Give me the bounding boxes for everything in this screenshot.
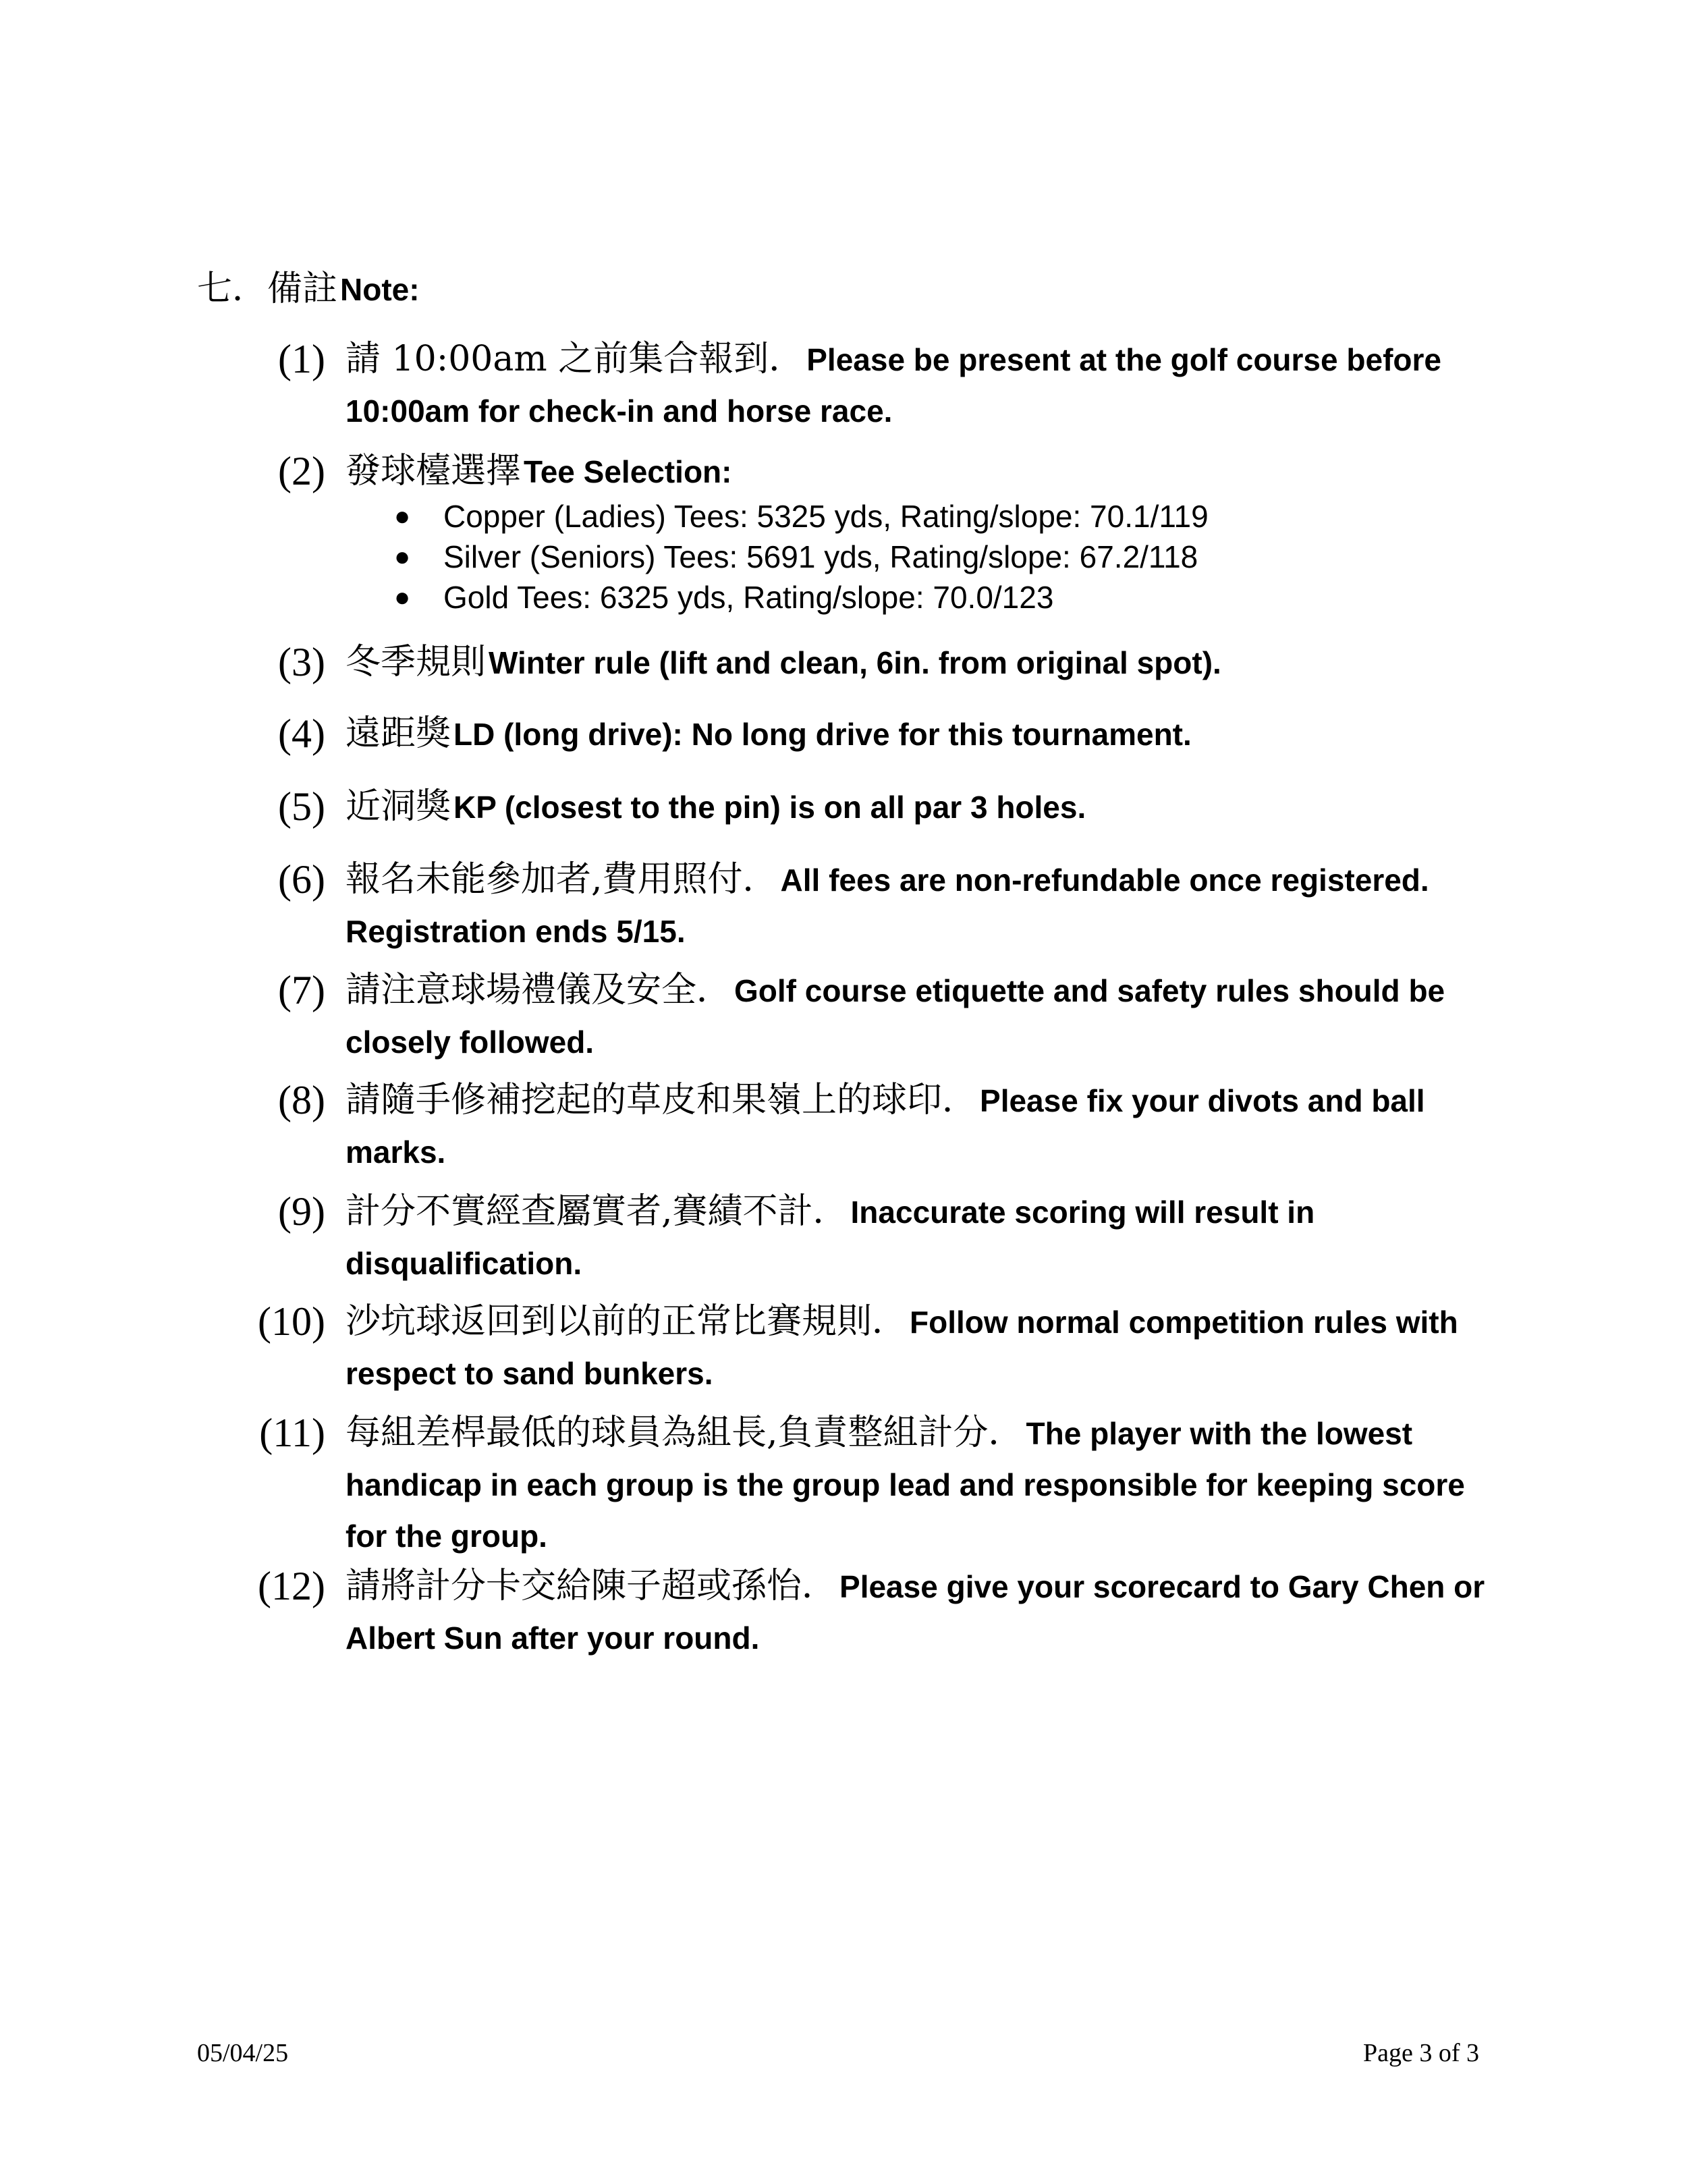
note-text-en: Winter rule (lift and clean, 6in. from original spot).: [489, 645, 1221, 680]
note-number: (2): [278, 449, 325, 493]
note-text: [345, 1190, 1506, 1293]
note-text-en: Please fix your divots and ball marks.: [345, 1083, 1425, 1170]
section-heading: [197, 260, 420, 310]
note-text-en: KP (closest to the pin) is on all par 3 holes.: [453, 790, 1086, 825]
note-text: [345, 785, 1506, 837]
tee-option: [345, 537, 1209, 577]
note-text-cjk: 報名未能參加者,費用照付．: [345, 859, 778, 900]
tee-selection-list: [345, 496, 1209, 618]
note-text-en: Please be present at the golf course before 10:00am for check-in and horse race.: [345, 342, 1441, 429]
note-text-cjk: 每組差桿最低的球員為組長,負責整組計分．: [345, 1413, 1024, 1453]
note-text-cjk: 計分不實經查屬實者,賽績不計．: [345, 1191, 848, 1232]
note-text: [345, 712, 1506, 764]
note-text: [345, 449, 1506, 501]
note-text: [345, 640, 1506, 692]
note-number: (3): [278, 640, 325, 684]
note-text-cjk: 近洞獎: [345, 786, 451, 827]
note-number: (10): [258, 1299, 325, 1344]
note-text-cjk: 發球檯選擇: [345, 451, 522, 491]
footer-date: 05/04/25: [197, 2039, 289, 2067]
tee-option-text: Silver (Seniors) Tees: 5691 yds, Rating/slope: 67.2/118: [443, 539, 1198, 574]
footer-page-number: Page 3 of 3: [1362, 2039, 1479, 2067]
note-number: (11): [259, 1411, 325, 1455]
tee-option-text: Copper (Ladies) Tees: 5325 yds, Rating/slope: 70.1/119: [443, 499, 1209, 534]
note-text-en: The player with the lowest handicap in each group is the group lead and responsible for keeping score for the group.: [345, 1416, 1465, 1554]
note-text: [345, 1564, 1506, 1668]
note-text-cjk: 沙坑球返回到以前的正常比賽規則．: [345, 1301, 908, 1342]
note-text-cjk: 請將計分卡交給陳子超或孫怡．: [345, 1566, 837, 1606]
note-number: (1): [278, 337, 325, 381]
note-text-en: Follow normal competition rules with respect to sand bunkers.: [345, 1305, 1458, 1391]
note-text: [345, 337, 1506, 441]
note-number: (8): [278, 1078, 325, 1122]
section-title-cjk: 備註: [267, 269, 338, 309]
note-text-cjk: 遠距獎: [345, 713, 451, 754]
note-text-en: All fees are non-refundable once registered. Registration ends 5/15.: [345, 863, 1429, 949]
note-number: (5): [278, 784, 325, 829]
note-text-cjk: 請注意球場禮儀及安全．: [345, 970, 732, 1010]
section-number: 七．: [197, 269, 268, 309]
tee-option: [345, 496, 1209, 537]
note-text-cjk: 冬季規則: [345, 642, 487, 682]
note-text: [345, 1079, 1506, 1182]
note-text: [345, 1300, 1506, 1403]
note-text: [345, 1411, 1506, 1566]
note-text: [345, 968, 1506, 1072]
bullet-icon: ●: [394, 542, 411, 572]
note-text-en: LD (long drive): No long drive for this tournament.: [453, 717, 1192, 752]
note-number: (12): [258, 1564, 325, 1608]
bullet-icon: ●: [394, 501, 411, 531]
note-text-en: Inaccurate scoring will result in disqualification.: [345, 1195, 1315, 1281]
note-text: [345, 858, 1506, 961]
note-text-cjk: 請隨手修補挖起的草皮和果嶺上的球印．: [345, 1080, 978, 1120]
note-text-cjk: 請 10:00am 之前集合報到．: [345, 339, 804, 379]
note-text-en: Please give your scorecard to Gary Chen or Albert Sun after your round.: [345, 1569, 1485, 1656]
note-number: (7): [278, 968, 325, 1012]
note-number: (9): [278, 1189, 325, 1234]
note-text-en: Golf course etiquette and safety rules should be closely followed.: [345, 973, 1445, 1060]
bullet-icon: ●: [394, 582, 411, 612]
note-number: (4): [278, 711, 325, 756]
tee-option: [345, 577, 1209, 618]
section-title-en: Note:: [340, 272, 420, 307]
tee-option-text: Gold Tees: 6325 yds, Rating/slope: 70.0/123: [443, 580, 1054, 615]
note-text-en: Tee Selection:: [524, 454, 732, 489]
note-number: (6): [278, 857, 325, 902]
